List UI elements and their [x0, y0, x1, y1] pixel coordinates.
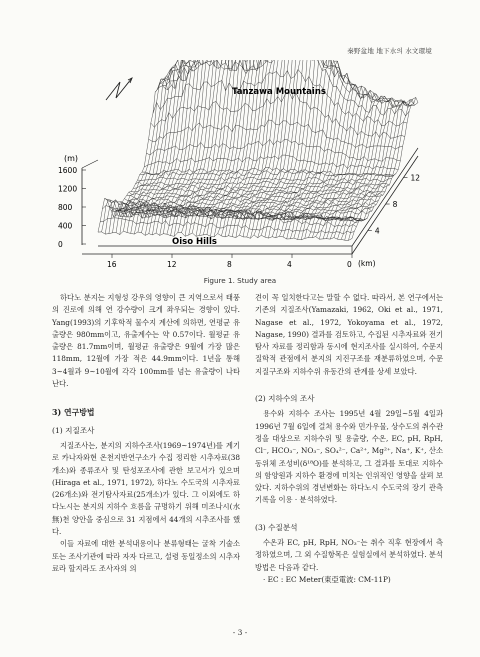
distance-tick-label: 16 — [107, 260, 117, 269]
oiso-hills-label: Oiso Hills — [172, 237, 217, 247]
elevation-axis-cap — [82, 160, 98, 168]
mesh-column-line — [298, 86, 364, 240]
distance-tick-label: 12 — [167, 260, 177, 269]
distance-ticks — [107, 254, 352, 269]
left-column — [52, 292, 240, 575]
continued-paragraph: 견이 꼭 일치한다고는 말할 수 없다. 따라서, 본 연구에서는 기존의 지질조사(Yamazaki, 1962, Oki et al., 1971, Nagase et al., 1972, Yokoyama et al., 1972, Nagase, 1990) 결과를 검토하고, 수집된 시추자료와 전기탐사 자료를 정리함과 동시에 현지조사를 실시하여, 수문지질학적 관점에서 분지의 지진구조를 재분류하였으며, 수문지질구조와 지하수위 유동간의 관계를 상세 보았다. — [255, 293, 443, 376]
mesh-column-line — [348, 99, 414, 240]
elevation-tick-label: 1200 — [58, 184, 78, 194]
distance-unit: (km) — [358, 259, 376, 268]
mesh-column-line — [102, 79, 168, 232]
mesh-row-line — [131, 189, 385, 193]
mesh-row-line — [138, 177, 392, 182]
elevation-tick-label: 0 — [58, 240, 63, 249]
page-number: - 3 - — [232, 628, 248, 637]
mesh-column-line — [113, 67, 179, 232]
elevation-tick-label: 800 — [58, 203, 73, 212]
geology-paragraph-1: 지질조사는, 분지의 지하수조사(1969~1974년)를 계기로 카나자와현 온천지반연구소가 수집 정리한 시추자료(38개소)와 종류조사 및 탄성포조사에 관한 보고서가 있으며 (Hiraga et al., 1971, 1972), 하다노 수도국의 시추자료(26개소)와 전기탐사자료(25개소)가 있다. 그 이외에도 하다노시는 분지의 지하수 흐름을 규명하기 위해 미조나시(水無)천 양안을 중심으로 31 지점에서 44개의 시추조사를 했다. — [52, 440, 240, 537]
tanzawa-mountains-label: Tanzawa Mountains — [232, 87, 326, 97]
mesh-column-line — [352, 97, 421, 238]
subsection-title-water-quality: (3) 수질분석 — [255, 522, 298, 532]
depth-tick-label: 8 — [392, 200, 398, 210]
intro-paragraph: 하다노 분지는 지형성 강우의 영향이 큰 지역으로서 태풍의 진로에 의해 연 강수량이 크게 좌우되는 경향이 있다. Yang(1993)의 기후학적 물수지 계산에 의하면, 연평균 유출량은 980mm이고, 유출계수는 약 0.57이다. 월평균 유출량은 81.7mm이며, 월평균 유출량은 9월에 가장 많은 118mm, 12월에 가장 적은 44.9mm이다. 1년을 통해 3~4월과 9~10월에 각각 100mm를 넘는 유출량이 나타난다. — [52, 293, 240, 389]
section-title-methods: 3) 연구방법 — [52, 408, 95, 418]
ec-meter-list-item: · EC : EC Meter(東亞電波: CM-11P) — [263, 574, 391, 584]
elevation-unit: (m) — [64, 154, 79, 163]
depth-tick-label: 12 — [410, 173, 421, 183]
distance-tick-label: 8 — [227, 260, 232, 269]
geology-paragraph-2: 이들 자료에 대한 분석내용이나 분류형태는 굴착 기술소 또는 조사기관에 따라 자자 다르고, 설령 동일정소의 시추자료라 할지라도 조사자의 의 — [52, 539, 240, 573]
depth-tick-label: 4 — [374, 226, 380, 236]
north-arrow-icon — [106, 78, 132, 100]
right-column — [255, 292, 443, 586]
subsection-title-groundwater: (2) 지하수의 조사 — [255, 394, 315, 404]
elevation-tick-label: 1600 — [58, 166, 78, 175]
distance-tick-label: 0 — [347, 260, 352, 269]
water-quality-paragraph: 수온과 EC, pH, RpH, NO₃⁻는 취수 직후 현장에서 측정하였으며, 그 외 수질항목은 실험실에서 분석하였다. 분석방법은 다음과 같다. — [255, 538, 443, 572]
study-area-figure — [40, 60, 450, 275]
groundwater-paragraph: 용수와 지하수 조사는 1995년 4월 29일~5월 4일과 1996년 7월 6일에 걸쳐 용수와 민가우물, 상수도의 취수관정을 대상으로 지하수위 및 용출량, 수온, EC, pH, RpH, Cl⁻, HCO₃⁻, NO₃⁻, SO₄²⁻, Ca²⁺, Mg²⁺, Na⁺, K⁺, 산소동위체 조성비(δ¹⁸O)를 분석하고, 그 결과를 토대로 지하수의 함양원과 지하수 환경에 미치는 인위적인 영향을 살펴 보았다. 지하수위의 경년변화는 하다노시 수도국의 장기 관측기록을 이용 · 분석하였다. — [255, 409, 443, 505]
distance-tick-label: 4 — [287, 260, 292, 269]
mesh-column-line — [334, 101, 400, 238]
figure-caption: Figure 1. Study area — [203, 276, 277, 285]
elevation-tick-label: 400 — [58, 221, 73, 231]
mesh-row-line — [160, 60, 414, 104]
running-header: 秦野盆地 地下水의 水文環境 — [347, 47, 432, 55]
terrain-block-diagram — [40, 60, 450, 275]
subsection-title-geology: (1) 지질조사 — [52, 425, 95, 435]
